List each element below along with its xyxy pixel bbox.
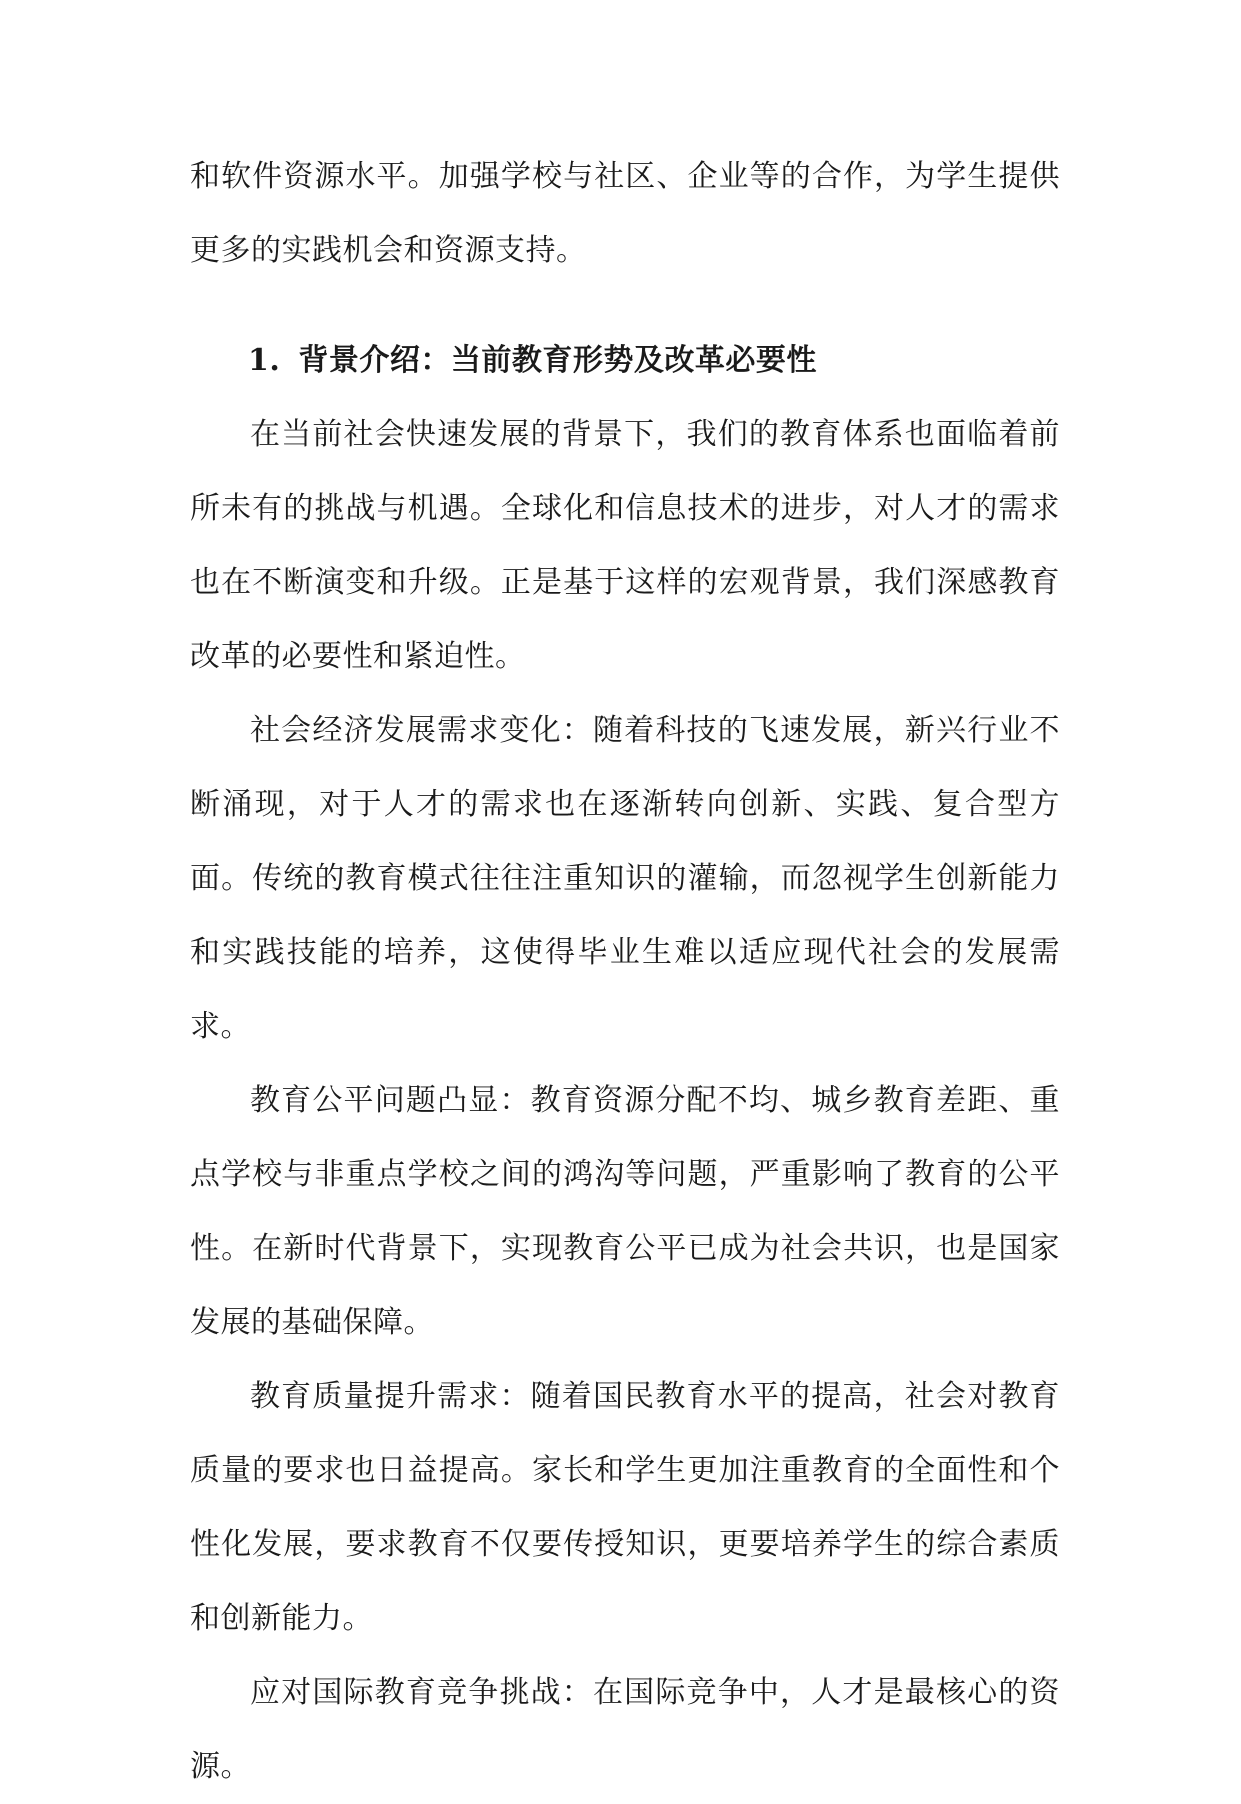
section-title: 背景介绍：当前教育形势及改革必要性: [298, 343, 817, 378]
paragraph-background: 在当前社会快速发展的背景下，我们的教育体系也面临着前所未有的挑战与机遇。全球化和信息技术的进步，对人才的需求也在不断演变和升级。正是基于这样的宏观背景，我们深感教育改革的必要性和紧迫性。: [190, 417, 1060, 674]
paragraph-education-quality: 教育质量提升需求：随着国民教育水平的提高，社会对教育质量的要求也日益提高。家长和学生更加注重教育的全面性和个性化发展，要求教育不仅要传授知识，更要培养学生的综合素质和创新能力。: [190, 1379, 1060, 1636]
section-number: 1.: [248, 343, 281, 378]
section-heading: [190, 324, 1060, 398]
paragraph-international-competition: 应对国际教育竞争挑战：在国际竞争中，人才是最核心的资源。: [190, 1675, 1060, 1784]
paragraph-economic-demand: 社会经济发展需求变化：随着科技的飞速发展，新兴行业不断涌现，对于人才的需求也在逐渐转向创新、实践、复合型方面。传统的教育模式往往注重知识的灌输，而忽视学生创新能力和实践技能的培养，这使得毕业生难以适应现代社会的发展需求。: [190, 713, 1060, 1044]
paragraph-education-equity: 教育公平问题凸显：教育资源分配不均、城乡教育差距、重点学校与非重点学校之间的鸿沟等问题，严重影响了教育的公平性。在新时代背景下，实现教育公平已成为社会共识，也是国家发展的基础保障。: [190, 1083, 1060, 1340]
intro-paragraph: 和软件资源水平。加强学校与社区、企业等的合作，为学生提供更多的实践机会和资源支持。: [190, 159, 1060, 268]
document-page: [190, 140, 1060, 1804]
